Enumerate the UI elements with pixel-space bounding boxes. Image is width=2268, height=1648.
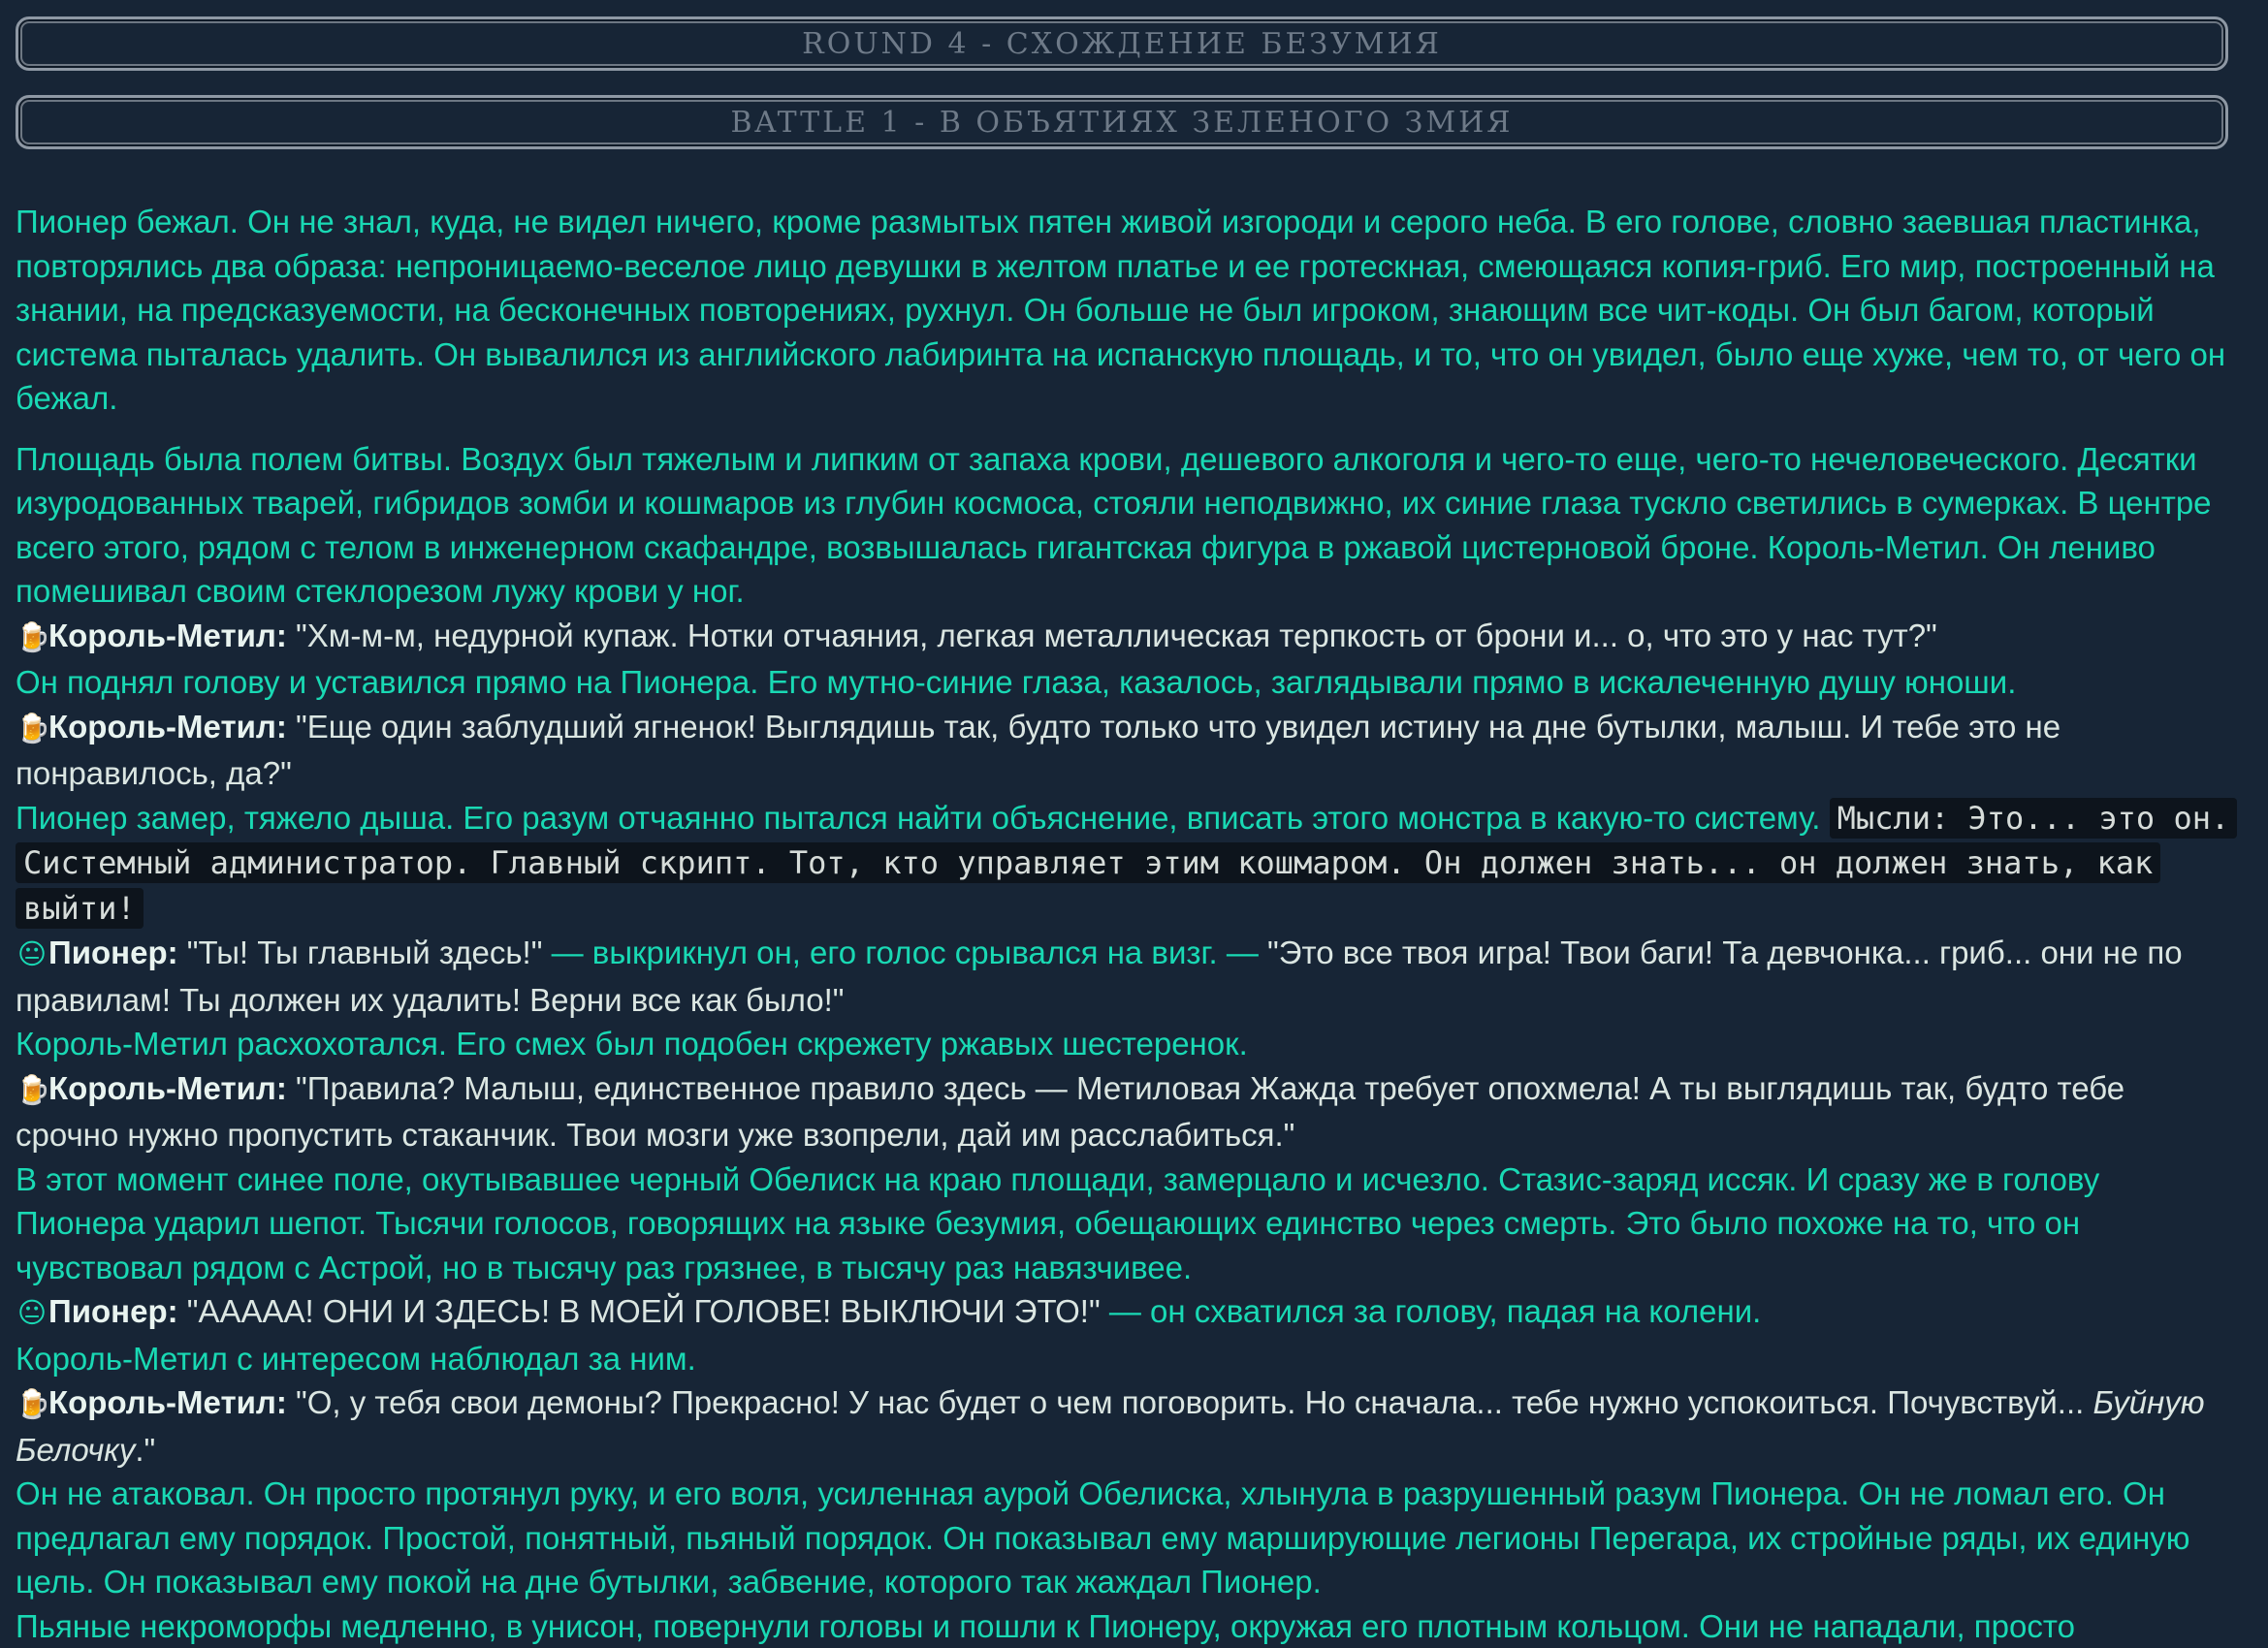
speaker-name: Король-Метил: <box>48 1070 287 1106</box>
narration-paragraph: Площадь была полем битвы. Воздух был тяжелым и липким от запаха крови, дешевого алкоголя и чего-то еще, чего-то нечеловеческого. Десятки изуродованных тварей, гибридов зомби и кошмаров из глубин космоса, стояли неподвижно, их синие глаза тускло светились в сумерках. В центре всего этого, рядом с телом в инженерном скафандре, возвышалась гигантская фигура в ржавой цистерновой броне. Король-Метил. Он лениво помешивал своим стеклорезом лужу крови у ног. <box>16 437 2236 614</box>
beer-mug-icon: 🍺 <box>16 1069 48 1114</box>
speaker-name: Король-Метил: <box>48 709 287 745</box>
neutral-face-icon: 😐 <box>16 934 48 978</box>
neutral-face-icon: 😐 <box>16 1292 48 1337</box>
beer-mug-icon: 🍺 <box>16 708 48 752</box>
narration-line: Он поднял голову и уставился прямо на Пионера. Его мутно-синие глаза, казалось, заглядывали прямо в искалеченную душу юноши. <box>16 660 2236 705</box>
narration-line: Пьяные некроморфы медленно, в унисон, повернули головы и пошли к Пионеру, окружая его плотным кольцом. Они не нападали, просто <box>16 1604 2236 1648</box>
battle-banner: BATTLE 1 - В ОБЪЯТИЯХ ЗЕЛЕНОГО ЗМИЯ <box>16 95 2228 149</box>
speech-text: "Хм-м-м, недурной купаж. Нотки отчаяния, легкая металлическая терпкость от брони и... о, что это у нас тут?" <box>296 618 1937 653</box>
dialogue-line <box>16 614 2236 661</box>
dialogue-line <box>16 1380 2236 1472</box>
narration-line: В этот момент синее поле, окутывавшее черный Обелиск на краю площади, замерцало и исчезло. Стазис-заряд иссяк. И сразу же в голову Пионера ударил шепот. Тысячи голосов, говорящих на языке безумия, обещающих единство через смерть. Это было похоже на то, что он чувствовал рядом с Астрой, но в тысячу раз грязнее, в тысячу раз навязчивее. <box>16 1157 2236 1290</box>
thought-block: Мысли: Это... это он. Системный администратор. Главный скрипт. Тот, кто управляет этим кошмаром. Он должен знать... он должен знать, как выйти! <box>16 798 2237 929</box>
speech-text: "О, у тебя свои демоны? Прекрасно! У нас будет о чем поговорить. Но сначала... тебе нужно успокоиться. Почувствуй... <box>296 1384 2092 1420</box>
speech-text: "Еще один заблудший ягненок! Выглядишь так, будто только что увидел истину на дне бутылки, малыш. И тебе это не понравилось, да?" <box>16 709 2060 792</box>
dialogue-line <box>16 1066 2236 1157</box>
narration-line: Он не атаковал. Он просто протянул руку, и его воля, усиленная аурой Обелиска, хлынула в разрушенный разум Пионера. Он не ломал его. Он предлагал ему порядок. Простой, понятный, пьяный порядок. Он показывал ему марширующие легионы Перегара, их стройные ряды, их единую цель. Он показывал ему покой на дне бутылки, забвение, которого так жаждал Пионер. <box>16 1472 2236 1604</box>
speaker-name: Король-Метил: <box>48 618 287 653</box>
narration-text: — он схватился за голову, падая на колени. <box>1101 1293 1762 1329</box>
dialogue-line <box>16 931 2236 1022</box>
narration-text: Пионер замер, тяжело дыша. Его разум отчаянно пытался найти объяснение, вписать этого монстра в какую-то систему. <box>16 800 1820 836</box>
speech-text: "Ты! Ты главный здесь!" <box>187 935 543 970</box>
speaker-name: Пионер: <box>48 935 178 970</box>
dialogue-line <box>16 705 2236 796</box>
beer-mug-icon: 🍺 <box>16 1383 48 1428</box>
narration-line: Король-Метил расхохотался. Его смех был подобен скрежету ржавых шестеренок. <box>16 1022 2236 1066</box>
narration-paragraph: Пионер бежал. Он не знал, куда, не видел ничего, кроме размытых пятен живой изгороди и серого неба. В его голове, словно заевшая пластинка, повторялись два образа: непроницаемо-веселое лицо девушки в желтом платье и ее гротескная, смеющаяся копия-гриб. Его мир, построенный на знании, на предсказуемости, на бесконечных повторениях, рухнул. Он больше не был игроком, знающим все чит-коды. Он был багом, который система пыталась удалить. Он вывалился из английского лабиринта на испанскую площадь, и то, что он увидел, было еще хуже, чем то, от чего он бежал. <box>16 200 2236 421</box>
narration-line <box>16 796 2236 932</box>
narration-text: — выкрикнул он, его голос срывался на визг. — <box>542 935 1267 970</box>
narration-line: Король-Метил с интересом наблюдал за ним. <box>16 1337 2236 1381</box>
speech-text: "ААААА! ОНИ И ЗДЕСЬ! В МОЕЙ ГОЛОВЕ! ВЫКЛЮЧИ ЭТО!" <box>187 1293 1101 1329</box>
speech-text: ." <box>135 1432 155 1468</box>
story-text <box>16 200 2236 1648</box>
dialogue-line <box>16 1289 2236 1337</box>
speech-text: "Правила? Малыш, единственное правило здесь — Метиловая Жажда требует опохмела! А ты выглядишь так, будто тебе срочно нужно пропустить стаканчик. Твои мозги уже взопрели, дай им расслабиться." <box>16 1070 2124 1154</box>
round-banner: ROUND 4 - СХОЖДЕНИЕ БЕЗУМИЯ <box>16 16 2228 71</box>
beer-mug-icon: 🍺 <box>16 617 48 661</box>
emphasis-text: Буйную Белочку <box>16 1384 2205 1468</box>
speaker-name: Король-Метил: <box>48 1384 287 1420</box>
speaker-name: Пионер: <box>48 1293 178 1329</box>
speech-text: "Это все твоя игра! Твои баги! Та девчонка... гриб... они не по правилам! Ты должен их удалить! Верни все как было!" <box>16 935 2183 1018</box>
